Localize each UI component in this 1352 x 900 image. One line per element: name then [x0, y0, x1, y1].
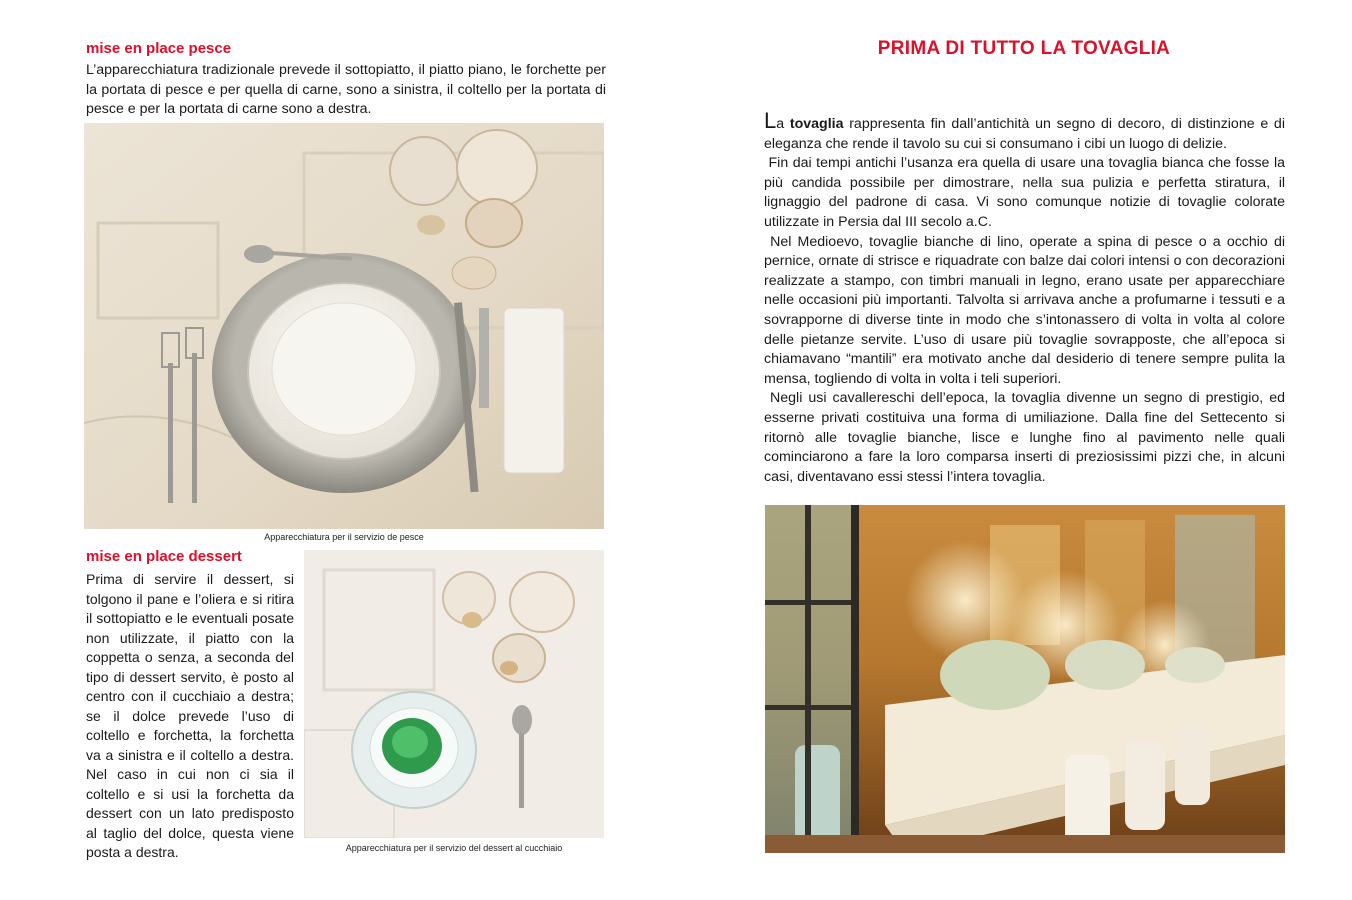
caption-dessert: Apparecchiatura per il servizio del dessert al cucchiaio: [345, 843, 563, 853]
photo-dessert-table-setting: [304, 550, 604, 838]
page-title: PRIMA DI TUTTO LA TOVAGLIA: [877, 38, 1171, 59]
dropcap-letter: L: [764, 108, 777, 133]
section-title-dessert: mise en place dessert: [86, 548, 242, 565]
paragraph-2-text: Fin dai tempi antichi l’usanza era quella di usare una tovaglia bianca che fosse la più candida possibile per dimostrare, nella sua pulizia e perfetta stiratura, il lignaggio del padrone di casa. Vi sono comunque notizie di tovaglie colorate utilizzate in Persia dal III secolo a.C.: [764, 155, 1285, 230]
paragraph-dessert: Prima di servire il dessert, si tolgono il pane e l’oliera e si ritira il sottopiatto e le eventuali posate non utilizzate, il piatto con la coppetta o senza, a seconda del tipo di dessert servito, è posto al centro con il cucchiaio a destra; se il dolce prevede l’uso di coltello e forchetta, la forchetta va a sinistra e il coltello a destra. Nel caso in cui non ci sia il coltello e si usi la forchetta da dessert con un lato predisposto al taglio del dolce, questa viene posta a destra.: [86, 571, 294, 860]
dropcap-rest: a: [776, 116, 785, 132]
bold-keyword: tovaglia: [789, 116, 844, 132]
paragraph-3-text: Nel Medioevo, tovaglie bianche di lino, operate a spina di pesce o a occhio di pernice, ornate di strisce e riquadrate con balze dai colori intensi o con decorazioni realizzate a stampo, con timbri manuali in legno, erano usate per apparecchiare nelle occasioni più importanti. Talvolta si arrivava anche a profumarne i tessuti e a sovrapporne di diverse tinte in modo che s’intonassero di volta in volta al colore delle pietanze servite. L’uso di usare più tovaglie sovrapposte, che all’epoca si chiamavano “mantili” era motivato anche dal desiderio di tenere sempre pulita la mensa, togliendo di volta in volta i teli superiori.: [764, 233, 1285, 387]
photo-banquet-hall: [765, 505, 1285, 853]
paragraph-1-rest: rappresenta fin dall’antichità un segno di decoro, di distinzione e di eleganza che rende il tavolo su cui si consumano i cibi un luogo di delizie.: [764, 116, 1285, 152]
paragraph-4: [764, 389, 1285, 487]
main-article: [764, 108, 1285, 487]
photo-fish-table-setting: [84, 123, 604, 529]
paragraph-3: [764, 233, 1285, 390]
paragraph-2: [764, 154, 1285, 232]
caption-pesce: Apparecchiatura per il servizio de pesce: [264, 532, 424, 542]
paragraph-4-text: Negli usi cavallereschi dell’epoca, la tovaglia divenne un segno di prestigio, ed esserne privati costituiva una forma di umiliazione. Dalla fine del Settecento si ritornò alle tovaglie bianche, lisce e lunghe fino al pavimento nelle quali cominciarono a fare la loro comparsa inserti di preziosissimi pizzi che, in alcuni casi, diventavano essi stessi l’intera tovaglia.: [764, 390, 1285, 485]
section-title-pesce: mise en place pesce: [86, 40, 232, 57]
paragraph-1: [764, 108, 1285, 154]
paragraph-pesce: L’apparecchiatura tradizionale prevede il sottopiatto, il piatto piano, le forchette per la portata di pesce e per quella di carne, sono a sinistra, il coltello per la portata di pesce e per la portata di carne sono a destra.: [86, 62, 606, 118]
